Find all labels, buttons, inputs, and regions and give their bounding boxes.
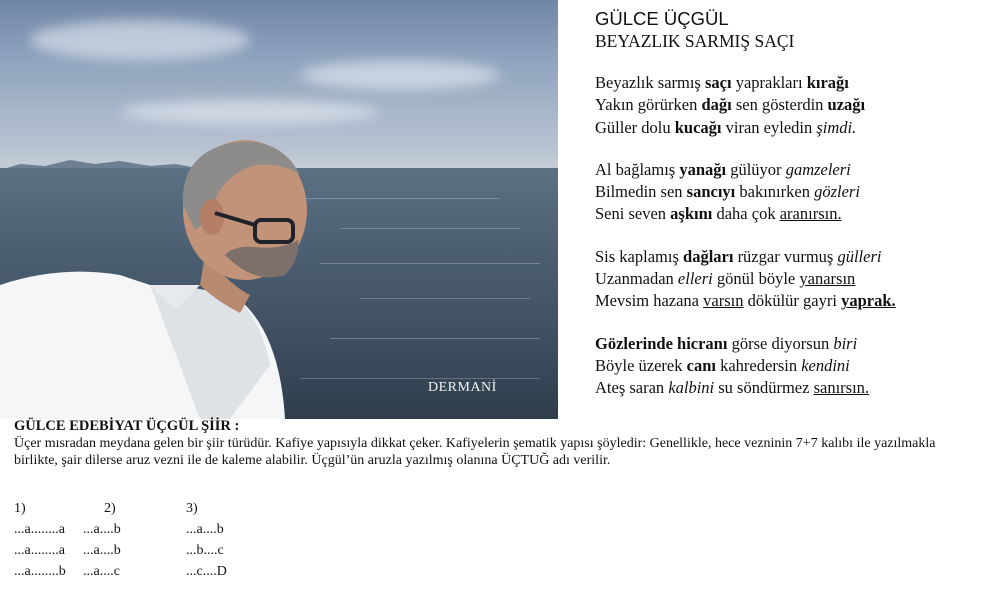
scheme-cell: ...c....D [186,564,227,579]
poem-line-segment: yanağı [679,159,727,179]
poem-line [595,377,995,399]
poem [595,8,995,420]
poem-line-segment: Al bağlamış [595,159,680,179]
poem-stanza [595,246,995,313]
cloud [30,20,250,60]
poem-line [595,268,995,290]
poem-line-segment: Gözlerinde hicranı [595,333,728,353]
poem-line-segment: aranırsın. [779,204,842,224]
poem-line-segment: biri [833,333,858,353]
poem-line-segment: Bilmedin sen [595,182,687,202]
poem-line-segment: Seni seven [595,204,671,224]
poet-photo [0,0,558,419]
poem-line-segment: gözleri [814,182,860,202]
poem-line [595,159,995,181]
genre-description [14,418,974,469]
poem-line-segment: rüzgar vurmuş [733,246,838,266]
scheme-cell: ...a........a [14,522,65,537]
poem-line-segment: kırağı [806,73,849,92]
poem-line-segment: sancıyı [686,182,736,202]
poem-line-segment: kucağı [674,117,722,137]
poem-line-segment: kalbini [668,378,715,398]
poem-line-segment: dökülür gayri [743,291,842,311]
poem-line-segment: sanırsın. [813,378,870,398]
poem-stanza [595,333,995,400]
poem-stanzas [595,72,995,400]
poem-line-segment: Böyle üzerek [595,355,687,375]
cloud [300,60,500,90]
section-heading: GÜLCE EDEBİYAT ÜÇGÜL ŞİİR : [14,418,240,434]
poem-line-segment: Güller dolu [595,117,675,137]
poem-line-segment: uzağı [827,95,866,115]
poem-author: GÜLCE ÜÇGÜL [595,8,729,29]
poem-line-segment: yaprakları [731,73,807,92]
poem-line [595,94,995,116]
poem-line-segment: canı [686,355,716,375]
poem-line-segment: görse diyorsun [727,333,834,353]
poem-line-segment: gönül böyle [712,269,800,289]
rhyme-schemes [14,498,314,582]
photo-caption: DERMANİ [428,380,497,395]
poem-line-segment: elleri [677,269,713,289]
poem-line-segment: su söndürmez [714,378,814,398]
scheme-cell: ...a....b [83,543,121,558]
man-portrait [0,135,330,419]
scheme-cell: ...a....b [186,522,224,537]
poem-line-segment: yaprak. [841,291,896,311]
poem-line-segment: sen gösterdin [731,95,828,115]
poem-line-segment: dağları [683,246,734,266]
scheme-cell: ...b....c [186,543,224,558]
poem-title: BEYAZLIK SARMIŞ SAÇI [595,31,795,51]
poem-line-segment: Beyazlık sarmış [595,73,705,92]
poem-line [595,246,995,268]
poem-line [595,117,995,139]
scheme-cell: ...a........a [14,543,65,558]
poem-line [595,181,995,203]
poem-line-segment: kendini [801,355,850,375]
poem-line-segment: daha çok [712,204,780,224]
scheme-number: 1) [14,501,26,516]
scheme-row [14,561,314,582]
poem-line-segment: viran eyledin [721,117,817,137]
poem-line-segment: Sis kaplamış [595,246,684,266]
poem-line-segment: gamzeleri [785,159,851,179]
scheme-numbers [14,498,314,519]
cloud [120,100,380,124]
poem-line-segment: Yakın görürken [595,95,702,115]
poem-line-segment: aşkını [670,204,713,224]
scheme-row [14,519,314,540]
poem-line-segment: Ateş saran [595,378,669,398]
poem-line-segment: Uzanmadan [595,269,678,289]
scheme-cell: ...a........b [14,564,66,579]
poem-line-segment: bakınırken [735,182,815,202]
poem-line-segment: kahredersin [715,355,802,375]
scheme-number: 3) [186,501,198,516]
scheme-cell: ...a....b [83,522,121,537]
poem-line-segment: gülleri [837,246,882,266]
poem-line-segment: saçı [704,73,732,92]
description-paragraph: Üçer mısradan meydana gelen bir şiir türüdür. Kafiye yapısıyla dikkat çeker. Kafiyelerin şematik yapısı şöyledir: Genellikle, hece vezninin 7+7 kalıbı ile yazılmakla birlikte, şair dilerse aruz vezni ile de kaleme alabilir. Üçgül’ün aruzla yazılmış olanına ÜÇTUĞ adı verilir. [14,436,936,468]
poem-line [595,355,995,377]
poem-line-segment: gülüyor [726,159,786,179]
poem-line [595,290,995,312]
poem-line [595,72,995,94]
poem-line-segment: dağı [701,95,732,115]
poem-line [595,203,995,225]
poem-line [595,333,995,355]
scheme-row [14,540,314,561]
poem-line-segment: yanarsın [799,269,856,289]
scheme-cell: ...a....c [83,564,120,579]
poem-line-segment: varsın [703,291,744,311]
scheme-number: 2) [104,501,116,516]
poem-line-segment: Mevsim hazana [595,291,704,311]
poem-stanza [595,159,995,226]
poem-stanza [595,72,995,139]
poem-line-segment: şimdi. [816,117,857,137]
